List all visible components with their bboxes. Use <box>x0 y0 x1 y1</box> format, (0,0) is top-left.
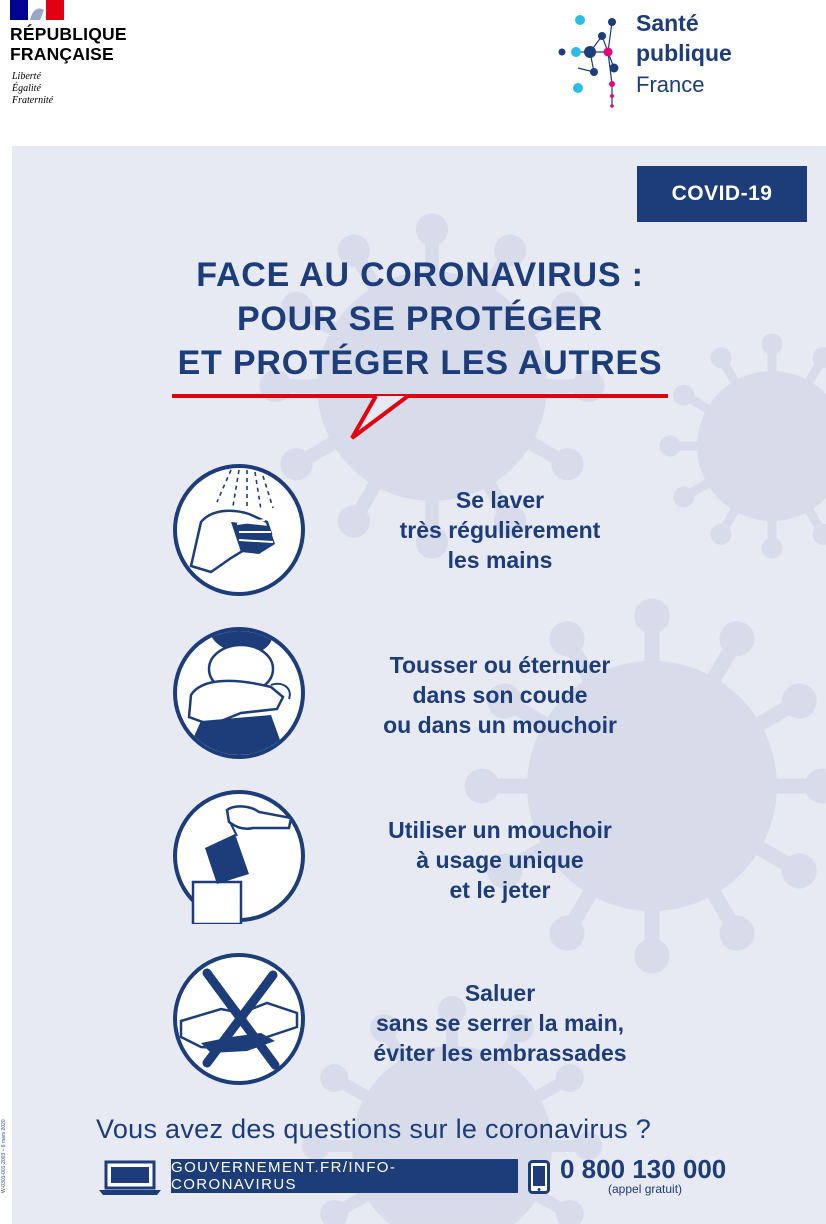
speech-bubble-underline <box>170 390 670 446</box>
advice-text-no-handshake: Saluer sans se serrer la main, éviter les embrassades <box>373 980 627 1066</box>
title-line-1: FACE AU CORONAVIRUS : <box>196 256 644 294</box>
covid-19-badge: COVID-19 <box>637 166 807 222</box>
motto-line-3: Fraternité <box>12 95 54 106</box>
info-url-link[interactable]: GOUVERNEMENT.FR/INFO-CORONAVIRUS <box>171 1159 518 1193</box>
no-handshake-icon <box>171 951 307 1087</box>
motto-line-1: Liberté <box>12 71 41 82</box>
laptop-icon <box>97 1160 163 1196</box>
hotline-number[interactable]: 0 800 130 000 <box>560 1154 727 1184</box>
republic-line-1: RÉPUBLIQUE <box>10 24 127 44</box>
advice-text-tissue: Utiliser un mouchoir à usage unique et le jeter <box>388 817 612 903</box>
advice-text-cough-elbow: Tousser ou éternuer dans son coude ou dans un mouchoir <box>383 652 617 738</box>
questions-heading: Vous avez des questions sur le coronavirus ? <box>96 1114 652 1144</box>
hotline-note: (appel gratuit) <box>608 1182 683 1196</box>
tissue-icon <box>171 788 307 924</box>
title-line-3: ET PROTÉGER LES AUTRES <box>177 344 663 382</box>
agency-name-line-1: Santé <box>636 10 699 36</box>
marianne-flag-logo <box>10 0 64 20</box>
document-reference-code: W-0301-001-2003 – 6 mars 2020 <box>1 1119 7 1193</box>
handwashing-icon <box>171 462 307 598</box>
sante-publique-network-logo <box>556 6 636 110</box>
agency-name-line-3: France <box>636 72 705 97</box>
republic-line-2: FRANÇAISE <box>10 44 114 64</box>
cough-elbow-icon <box>171 625 307 761</box>
motto-line-2: Égalité <box>12 83 41 94</box>
title-line-2: POUR SE PROTÉGER <box>236 300 604 338</box>
phone-icon <box>528 1160 550 1194</box>
agency-name-line-2: publique <box>636 40 732 66</box>
advice-text-wash-hands: Se laver très régulièrement les mains <box>399 487 601 573</box>
